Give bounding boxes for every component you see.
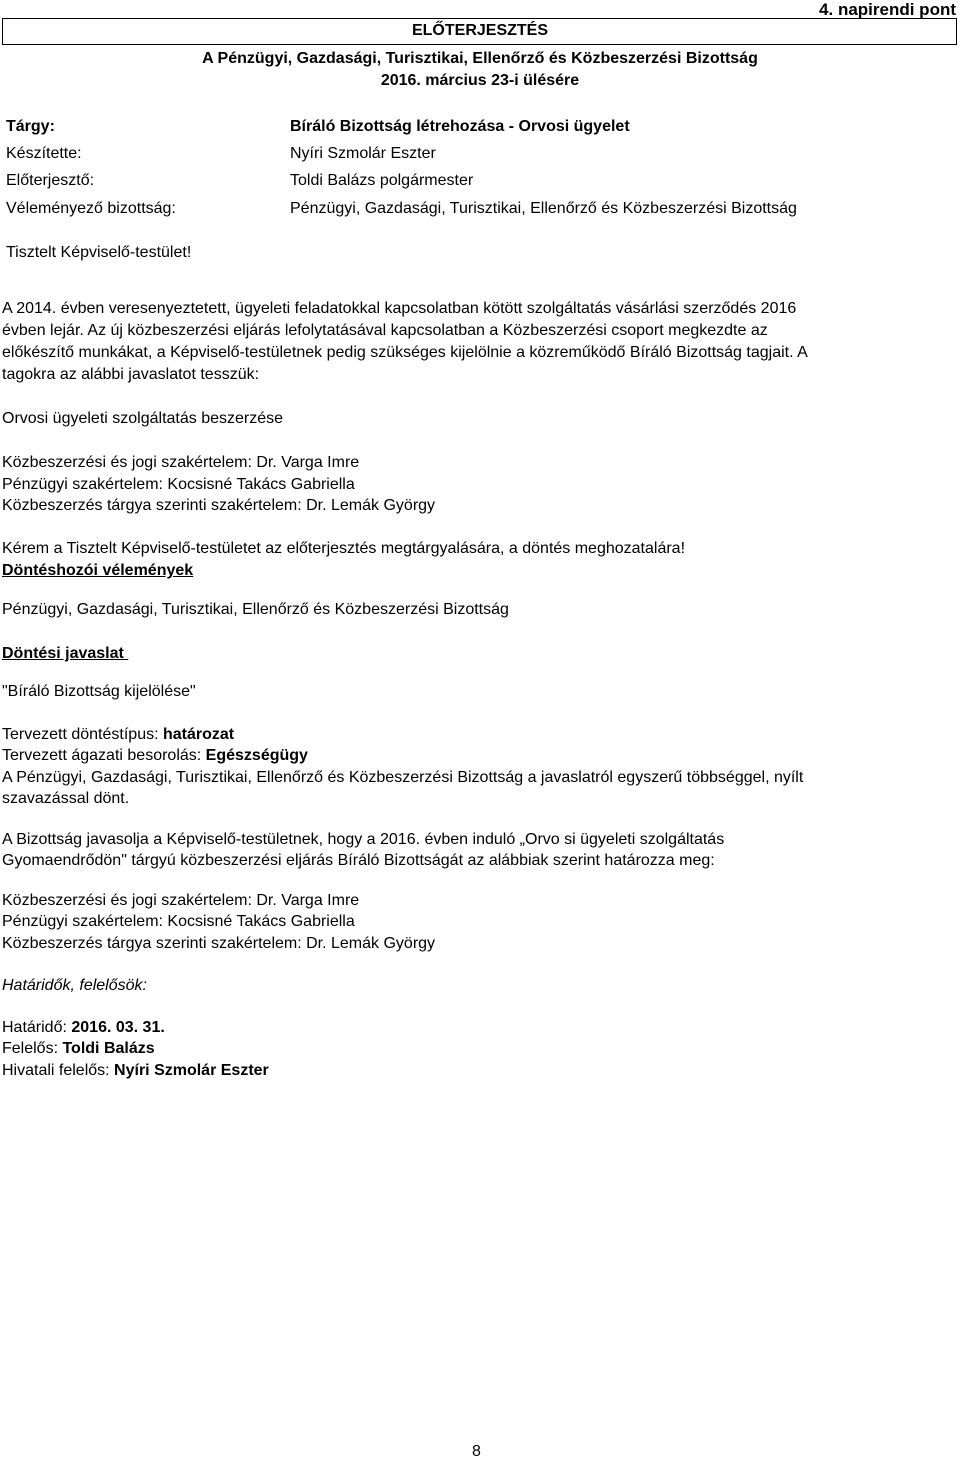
office-responsible-value: Nyíri Szmolár Eszter <box>114 1062 269 1079</box>
intro-line: évben lejár. Az új közbeszerzési eljárás lefolytatásával kapcsolatban a Közbeszerzési csoport megkezdte az <box>2 322 768 339</box>
responsible-value: Toldi Balázs <box>62 1040 155 1057</box>
request-text: Kérem a Tisztelt Képviselő-testületet az előterjesztés megtárgyalására, a döntés meghozatalára! <box>2 540 686 557</box>
expert-line: Közbeszerzési és jogi szakértelem: Dr. Varga Imre <box>2 892 360 909</box>
opinions-committee: Pénzügyi, Gazdasági, Turisztikai, Ellenőrző és Közbeszerzési Bizottság <box>2 601 509 618</box>
author-label: Készítette: <box>6 145 82 162</box>
intro-line: tagokra az alábbi javaslatot tesszük: <box>2 366 260 383</box>
recommend-line: A Bizottság javasolja a Képviselő-testületnek, hogy a 2016. évben induló „Orvo si ügyeleti szolgáltatás <box>2 831 725 848</box>
header-committee: A Pénzügyi, Gazdasági, Turisztikai, Ellenőrző és Közbeszerzési Bizottság <box>202 50 758 67</box>
sector-value: Egészségügy <box>205 747 308 764</box>
expert-line: Közbeszerzés tárgya szerinti szakértelem: Dr. Lemák György <box>2 497 436 514</box>
agenda-point: 4. napirendi pont <box>819 0 956 19</box>
office-responsible <box>2 1062 269 1080</box>
page-number: 8 <box>472 1443 481 1460</box>
header-title: ELŐTERJESZTÉS <box>411 22 549 39</box>
salutation: Tisztelt Képviselő-testület! <box>6 244 192 261</box>
subject-value: Bíráló Bizottság létrehozása - Orvosi ügyelet <box>290 118 630 135</box>
decision-type-value: határozat <box>162 726 235 743</box>
deadline-value: 2016. 03. 31. <box>71 1019 165 1036</box>
expert-line: Közbeszerzés tárgya szerinti szakértelem: Dr. Lemák György <box>2 935 436 952</box>
intro-line: előkészítő munkákat, a Képviselő-testületnek pedig szükséges kijelölnie a közreműködő Bíráló Bizottság tagjait. A <box>2 344 808 361</box>
deadline <box>2 1019 165 1037</box>
decision-type-label: Tervezett döntéstípus: <box>2 726 163 743</box>
recommend-line: Gyomaendrődön" tárgyú közbeszerzési eljárás Bíráló Bizottságát az alábbiak szerint határozza meg: <box>2 852 715 869</box>
reviewer-label: Véleményező bizottság: <box>6 200 176 217</box>
sector-label: Tervezett ágazati besorolás: <box>2 747 206 764</box>
reviewer-value: Pénzügyi, Gazdasági, Turisztikai, Ellenőrző és Közbeszerzési Bizottság <box>290 200 797 217</box>
expert-line: Pénzügyi szakértelem: Kocsisné Takács Gabriella <box>2 476 355 493</box>
decision-type <box>2 726 234 744</box>
deadlines-heading: Határidők, felelősök: <box>2 977 147 994</box>
expert-line: Közbeszerzési és jogi szakértelem: Dr. Varga Imre <box>2 454 360 471</box>
expert-line: Pénzügyi szakértelem: Kocsisné Takács Gabriella <box>2 913 355 930</box>
intro-line: A 2014. évben veresenyeztetett, ügyeleti feladatokkal kapcsolatban kötött szolgáltatás vásárlási szerződés 2016 <box>2 300 797 317</box>
proposal-heading: Döntési javaslat <box>2 645 129 662</box>
vote-line: szavazással dönt. <box>2 790 130 807</box>
responsible-label: Felelős: <box>2 1040 63 1057</box>
vote-line: A Pénzügyi, Gazdasági, Turisztikai, Ellenőrző és Közbeszerzési Bizottság a javaslatról egyszerű többséggel, nyílt <box>2 769 804 786</box>
responsible <box>2 1040 155 1058</box>
presenter-label: Előterjesztő: <box>6 172 95 189</box>
sector <box>2 747 308 765</box>
subject-label: Tárgy: <box>6 118 55 135</box>
header-meeting: 2016. március 23-i ülésére <box>380 72 580 89</box>
deadline-label: Határidő: <box>2 1019 72 1036</box>
opinions-heading: Döntéshozói vélemények <box>2 562 194 579</box>
presenter-value: Toldi Balázs polgármester <box>290 172 474 189</box>
procurement-title: Orvosi ügyeleti szolgáltatás beszerzése <box>2 410 284 427</box>
office-responsible-label: Hivatali felelős: <box>2 1062 115 1079</box>
author-value: Nyíri Szmolár Eszter <box>290 145 436 162</box>
proposal-title: "Bíráló Bizottság kijelölése" <box>2 683 196 700</box>
